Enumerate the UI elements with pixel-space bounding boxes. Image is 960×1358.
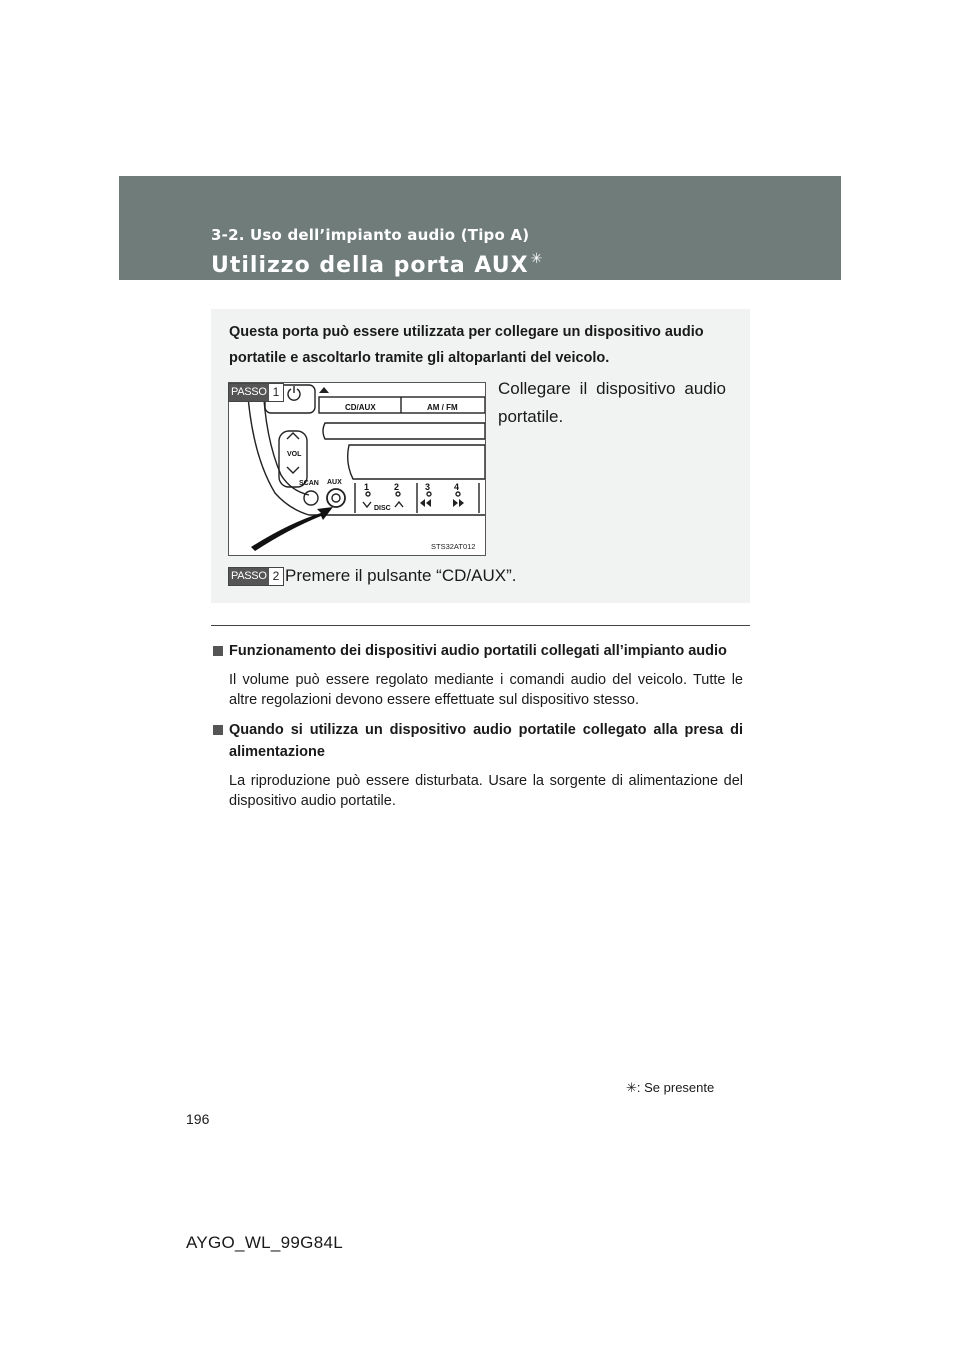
page-number: 196 xyxy=(186,1111,210,1127)
header-band xyxy=(119,176,841,280)
preset-led-4 xyxy=(456,492,460,496)
step-1-badge xyxy=(228,383,284,402)
label-disc: DISC xyxy=(374,505,391,512)
step-1-badge-number: 1 xyxy=(269,384,284,401)
preset-led-3 xyxy=(427,492,431,496)
eject-icon xyxy=(319,387,329,393)
square-bullet-icon xyxy=(213,646,223,656)
note-heading xyxy=(213,640,743,662)
aux-port xyxy=(327,489,345,507)
page-title xyxy=(211,251,543,278)
label-am-fm: AM / FM xyxy=(427,403,458,412)
preset-led-2 xyxy=(396,492,400,496)
seek-arrows-icon xyxy=(420,499,464,507)
step-2-badge-word: PASSO xyxy=(229,568,269,585)
section-divider xyxy=(211,625,750,626)
top-button-bar xyxy=(319,397,485,413)
aux-port-inner xyxy=(332,494,340,502)
pointer-arrow-icon xyxy=(251,507,333,551)
label-vol: VOL xyxy=(287,451,302,458)
note-heading-text: Quando si utilizza un dispositivo audio portatile collegato alla presa di alimentazione xyxy=(229,722,743,760)
label-scan: SCAN xyxy=(299,480,319,487)
preset-led-1 xyxy=(366,492,370,496)
radio-panel-illustration xyxy=(229,383,485,555)
cd-slot xyxy=(323,423,485,439)
label-preset-2: 2 xyxy=(394,482,400,492)
display-window xyxy=(348,445,485,479)
footnote-text: : Se presente xyxy=(636,1080,715,1095)
section-label: 3-2. Uso dell’impianto audio (Tipo A) xyxy=(211,226,530,244)
step-1-badge-word: PASSO xyxy=(229,384,269,401)
label-preset-3: 3 xyxy=(425,482,431,492)
radio-panel-figure xyxy=(228,382,486,556)
figure-code: STS32AT012 xyxy=(431,542,476,551)
page-title-text: Utilizzo della porta AUX xyxy=(211,253,529,278)
label-cd-aux: CD/AUX xyxy=(345,403,376,412)
label-preset-4: 4 xyxy=(454,482,460,492)
label-preset-1: 1 xyxy=(364,482,370,492)
note-heading xyxy=(213,719,743,763)
intro-text: Questa porta può essere utilizzata per collegare un dispositivo audio portatile e ascoltarlo tramite gli altoparlanti del veicolo. xyxy=(229,324,704,366)
step-2-badge-number: 2 xyxy=(269,568,284,585)
notes-section xyxy=(213,640,743,820)
scan-button xyxy=(304,491,318,505)
document-code: AYGO_WL_99G84L xyxy=(186,1233,343,1252)
optional-mark-icon: ✳ xyxy=(626,1080,637,1095)
step-2-text: Premere il pulsante “CD/AUX”. xyxy=(285,566,517,585)
note-body: La riproduzione può essere disturbata. Usare la sorgente di alimentazione del dispositivo audio portatile. xyxy=(229,773,743,809)
info-box xyxy=(211,309,750,603)
step-2-badge xyxy=(228,567,284,586)
optional-mark-icon: ✳ xyxy=(530,251,544,267)
footnote xyxy=(626,1080,714,1096)
power-icon xyxy=(288,386,300,400)
square-bullet-icon xyxy=(213,725,223,735)
note-heading-text: Funzionamento dei dispositivi audio portatili collegati all’impianto audio xyxy=(229,643,727,659)
step-1-text: Collegare il dispositivo audio portatile. xyxy=(498,379,726,426)
note-body: Il volume può essere regolato mediante i comandi audio del veicolo. Tutte le altre regolazioni devono essere effettuate sul dispositivo stesso. xyxy=(229,672,743,708)
label-aux: AUX xyxy=(327,479,342,486)
